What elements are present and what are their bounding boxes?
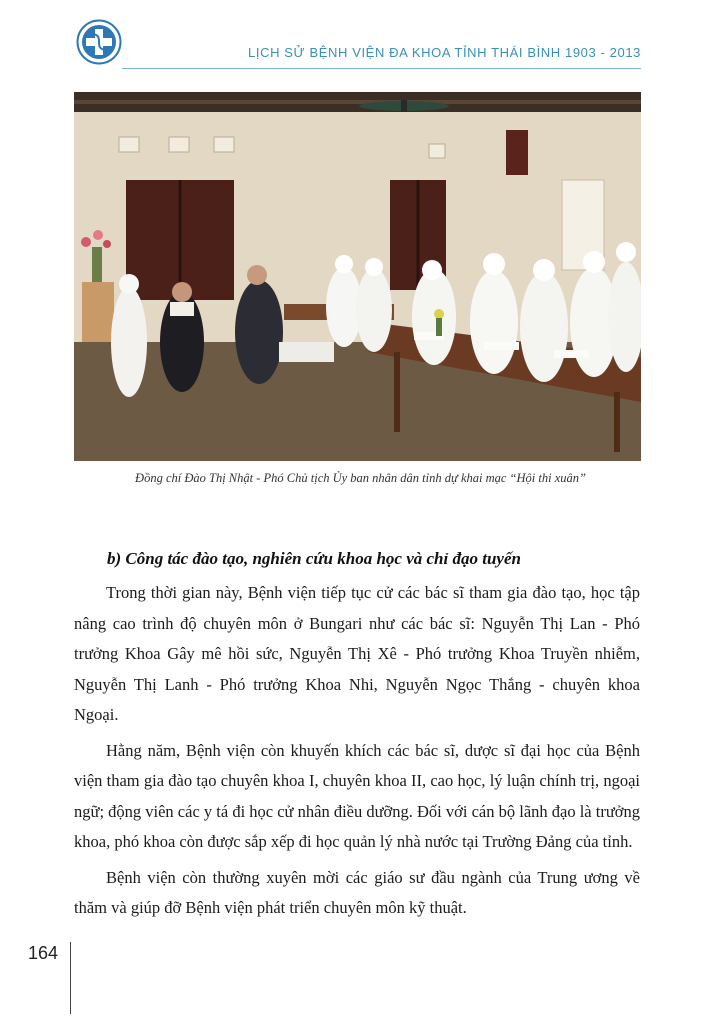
running-header-title: LỊCH SỬ BỆNH VIỆN ĐA KHOA TỈNH THÁI BÌNH 1903 - 2013 bbox=[248, 45, 641, 60]
paragraph: Hằng năm, Bệnh viện còn khuyến khích các bác sĩ, dược sĩ đại học của Bệnh viện tham gia đào tạo chuyên khoa I, chuyên khoa II, cao học, lý luận chính trị, ngoại ngữ; động viên các y tá đi học cử nhân điều dưỡng. Đối với cán bộ lãnh đạo là trưởng khoa, phó khoa còn được sắp xếp đi học quản lý nhà nước tại Trường Đảng của tỉnh. bbox=[74, 740, 640, 851]
photo-caption: Đồng chí Đào Thị Nhật - Phó Chủ tịch Ủy ban nhân dân tỉnh dự khai mạc “Hội thi xuân” bbox=[135, 471, 586, 485]
historical-photo bbox=[74, 92, 641, 461]
section-heading: b) Công tác đào tạo, nghiên cứu khoa học và chỉ đạo tuyến bbox=[107, 549, 521, 568]
hospital-logo-icon bbox=[76, 19, 122, 65]
page-number-rule bbox=[70, 942, 71, 1014]
paragraph: Trong thời gian này, Bệnh viện tiếp tục cử các bác sĩ tham gia đào tạo, học tập nâng cao trình độ chuyên môn ở Bungari như các bác sĩ: Nguyễn Thị Lan - Phó trưởng Khoa Gây mê hồi sức, Nguyễn Thị Xê - Phó trưởng Khoa Truyền nhiễm, Nguyễn Thị Lanh - Phó trưởng Khoa Nhi, Nguyễn Ngọc Thắng - chuyên khoa Ngoại. bbox=[74, 583, 640, 724]
paragraph: Bệnh viện còn thường xuyên mời các giáo sư đầu ngành của Trung ương về thăm và giúp đỡ Bệnh viện phát triển chuyên môn kỹ thuật. bbox=[74, 867, 640, 917]
body-text bbox=[74, 578, 640, 929]
page-number: 164 bbox=[28, 943, 59, 963]
header-rule bbox=[122, 68, 641, 69]
